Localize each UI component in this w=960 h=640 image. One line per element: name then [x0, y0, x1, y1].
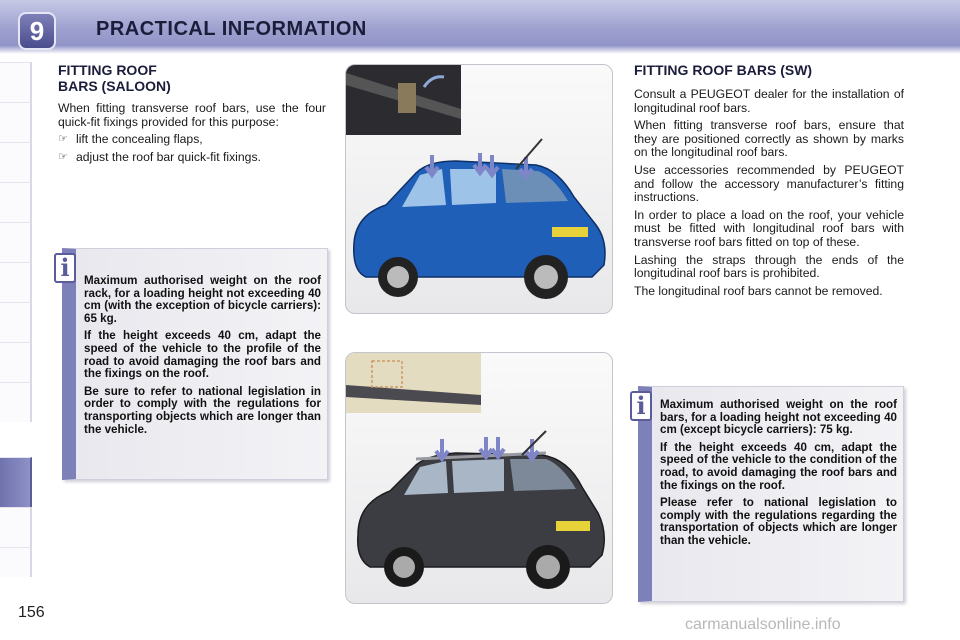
pointing-hand-icon: ☞ [58, 133, 68, 146]
info-text: Maximum authorised weight on the roof bars, for a loading height not exceeding 40 cm (except bicycle carriers): 75 kg. [660, 398, 897, 437]
roof-bar-detail-inset [346, 353, 481, 413]
chapter-tab-active[interactable] [0, 457, 32, 507]
bullet-text: lift the concealing flaps, [76, 132, 203, 147]
list-item [58, 151, 326, 165]
car-wheel-rim [387, 266, 409, 288]
saloon-heading: FITTING ROOF BARS (SALOON) [58, 62, 171, 94]
sw-info-box [638, 386, 904, 602]
bullet-text: adjust the roof bar quick-fit fixings. [76, 149, 261, 164]
info-icon: i [54, 253, 76, 283]
arrow-icon [480, 437, 492, 457]
sw-paragraph: In order to place a load on the roof, your vehicle must be fitted with longitudinal roof bars with transverse roof bars fitted on top of these. [634, 207, 904, 249]
licence-plate [552, 227, 588, 237]
info-icon: i [630, 391, 652, 421]
chapter-tab[interactable] [0, 342, 32, 382]
sw-section [634, 62, 904, 302]
list-item [58, 133, 326, 147]
chapter-tab[interactable] [0, 547, 32, 577]
arrow-icon [436, 439, 448, 459]
chapter-tab[interactable] [0, 302, 32, 342]
info-text: Maximum authorised weight on the roof rack, for a loading height not exceeding 40 cm (with the exception of bicycle carriers): 65 kg. [84, 274, 321, 325]
chapter-tab[interactable] [0, 507, 32, 547]
info-text: If the height exceeds 40 cm, adapt the speed of the vehicle to the condition of the road, to avoid damaging the roof bars and the fixings on the roof. [660, 440, 897, 492]
saloon-section [58, 62, 326, 164]
chapter-tab[interactable] [0, 102, 32, 142]
car-wheel-rim [393, 556, 415, 578]
sw-paragraph: Lashing the straps through the ends of the longitudinal roof bars is prohibited. [634, 252, 904, 281]
info-text: Be sure to refer to national legislation in order to comply with the regulations for transporting objects which are longer than the vehicle. [84, 384, 321, 436]
sw-heading: FITTING ROOF BARS (SW) [634, 62, 813, 78]
watermark: carmanualsonline.info [685, 616, 841, 633]
chapter-tab[interactable] [0, 382, 32, 422]
chapter-tab[interactable] [0, 142, 32, 182]
info-text: If the height exceeds 40 cm, adapt the speed of the vehicle to the profile of the road to avoid damaging the roof bars and the fixings on the roof. [84, 329, 321, 381]
sw-paragraph: Consult a PEUGEOT dealer for the installation of longitudinal roof bars. [634, 87, 904, 115]
chapter-tab[interactable] [0, 62, 32, 102]
saloon-info-box [62, 248, 328, 480]
sw-paragraph: The longitudinal roof bars cannot be removed. [634, 283, 883, 298]
chapter-tab-strip [0, 62, 34, 577]
quick-fit-fixing-detail [398, 83, 416, 113]
saloon-car-illustration [345, 64, 613, 314]
car-window [452, 459, 504, 493]
car-rear-window [510, 459, 576, 491]
chapter-tab[interactable] [0, 222, 32, 262]
chapter-tab[interactable] [0, 262, 32, 302]
header-shade [0, 46, 960, 54]
chapter-tab[interactable] [0, 182, 32, 222]
sw-car-illustration [345, 352, 613, 604]
car-wheel-rim [536, 555, 560, 579]
sw-paragraph: Use accessories recommended by PEUGEOT and follow the accessory manufacturer’s fitting instructions. [634, 162, 904, 205]
car-wheel-rim [534, 265, 558, 289]
licence-plate [556, 521, 590, 531]
sw-car-drawing [346, 353, 613, 604]
sw-paragraph: When fitting transverse roof bars, ensure that they are positioned correctly as shown by marks on the longitudinal roof bars. [634, 118, 904, 160]
pointing-hand-icon: ☞ [58, 150, 68, 163]
page-title: PRACTICAL INFORMATION [96, 18, 367, 40]
page-number: 156 [18, 604, 45, 621]
saloon-car-drawing [346, 65, 613, 314]
chapter-badge: 9 [18, 12, 56, 50]
info-text: Please refer to national legislation to comply with the regulations regarding the transportation of objects which are longer than the vehicle. [660, 496, 897, 547]
saloon-intro: When fitting transverse roof bars, use the four quick-fit fixings provided for this purpose: [58, 101, 326, 129]
arrow-icon [492, 437, 504, 457]
